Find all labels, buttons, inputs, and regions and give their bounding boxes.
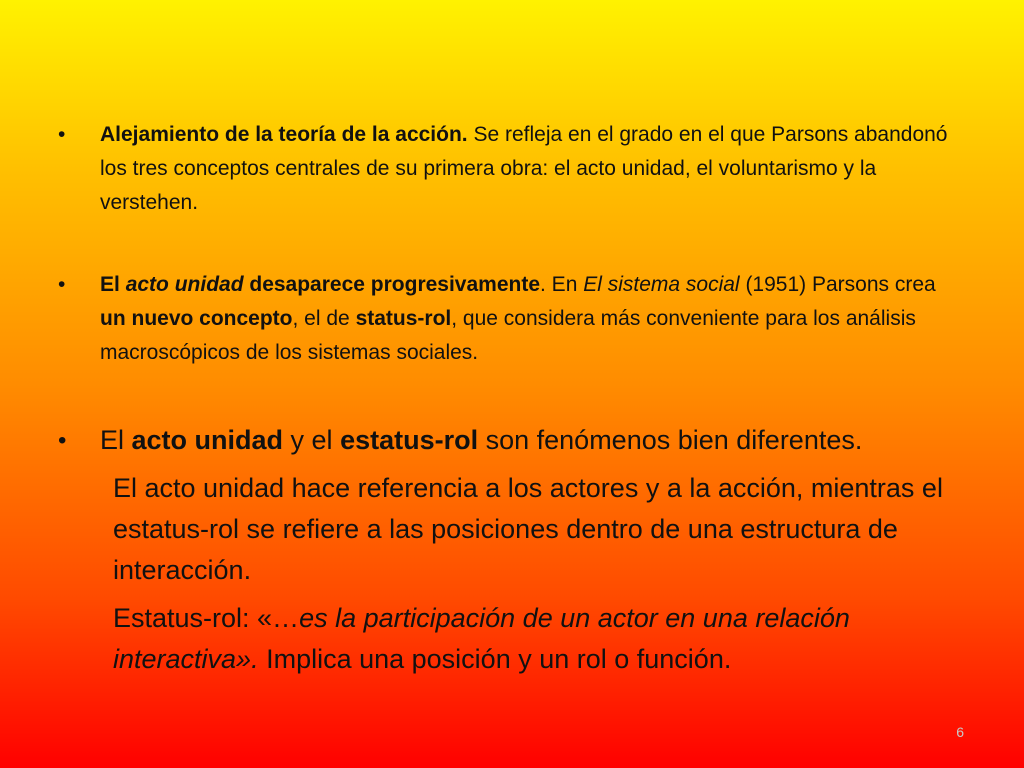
bold-text: un nuevo concepto [100, 307, 293, 330]
bold-text: Alejamiento de la teoría de la acción. [100, 123, 468, 146]
bold-italic-text: acto unidad [125, 273, 244, 296]
bold-text: El [100, 273, 126, 296]
text: . En [540, 273, 584, 296]
text: Implica una posición y un rol o función. [258, 644, 732, 674]
bold-text: acto unidad [131, 425, 284, 455]
bullet-text [100, 118, 958, 220]
text: (1951) Parsons crea [739, 273, 936, 296]
bold-text: desaparece progresivamente [243, 273, 541, 296]
bullet-icon: • [58, 427, 67, 454]
text: son fenómenos bien diferentes. [478, 425, 863, 455]
bold-text [126, 273, 244, 296]
italic-text: es la participación de un actor en una relación interactiva». [113, 603, 850, 674]
bullet-text [100, 268, 958, 370]
text: Se refleja en el grado en el que Parsons abandonó los tres conceptos centrales de su primera obra: el acto unidad, el voluntarismo y la verstehen. [100, 123, 948, 214]
bullet-icon: • [58, 273, 66, 296]
text: y el [283, 425, 341, 455]
paragraph-acto-vs-estatus: El acto unidad hace referencia a los actores y a la acción, mientras el estatus-rol se refiere a las posiciones dentro de una estructura de interacción. [113, 473, 943, 585]
page-number: 6 [956, 724, 964, 740]
italic-text: El sistema social [583, 273, 740, 296]
text: , el de [292, 307, 356, 330]
text: Estatus-rol: «… [113, 603, 300, 633]
bullet-item-acto-unidad [58, 268, 958, 370]
bold-text: estatus-rol [340, 425, 479, 455]
bold-text: status-rol [355, 307, 452, 330]
text: El [100, 425, 132, 455]
bullet-text [100, 420, 978, 461]
bullet-item-alejamiento [58, 118, 958, 220]
bullet-icon: • [58, 123, 66, 146]
paragraph-estatus-rol-definition [113, 598, 973, 680]
text: , que considera más conveniente para los análisis macroscópicos de los sistemas sociales. [100, 307, 916, 364]
bullet-item-fenomenos [58, 420, 978, 461]
